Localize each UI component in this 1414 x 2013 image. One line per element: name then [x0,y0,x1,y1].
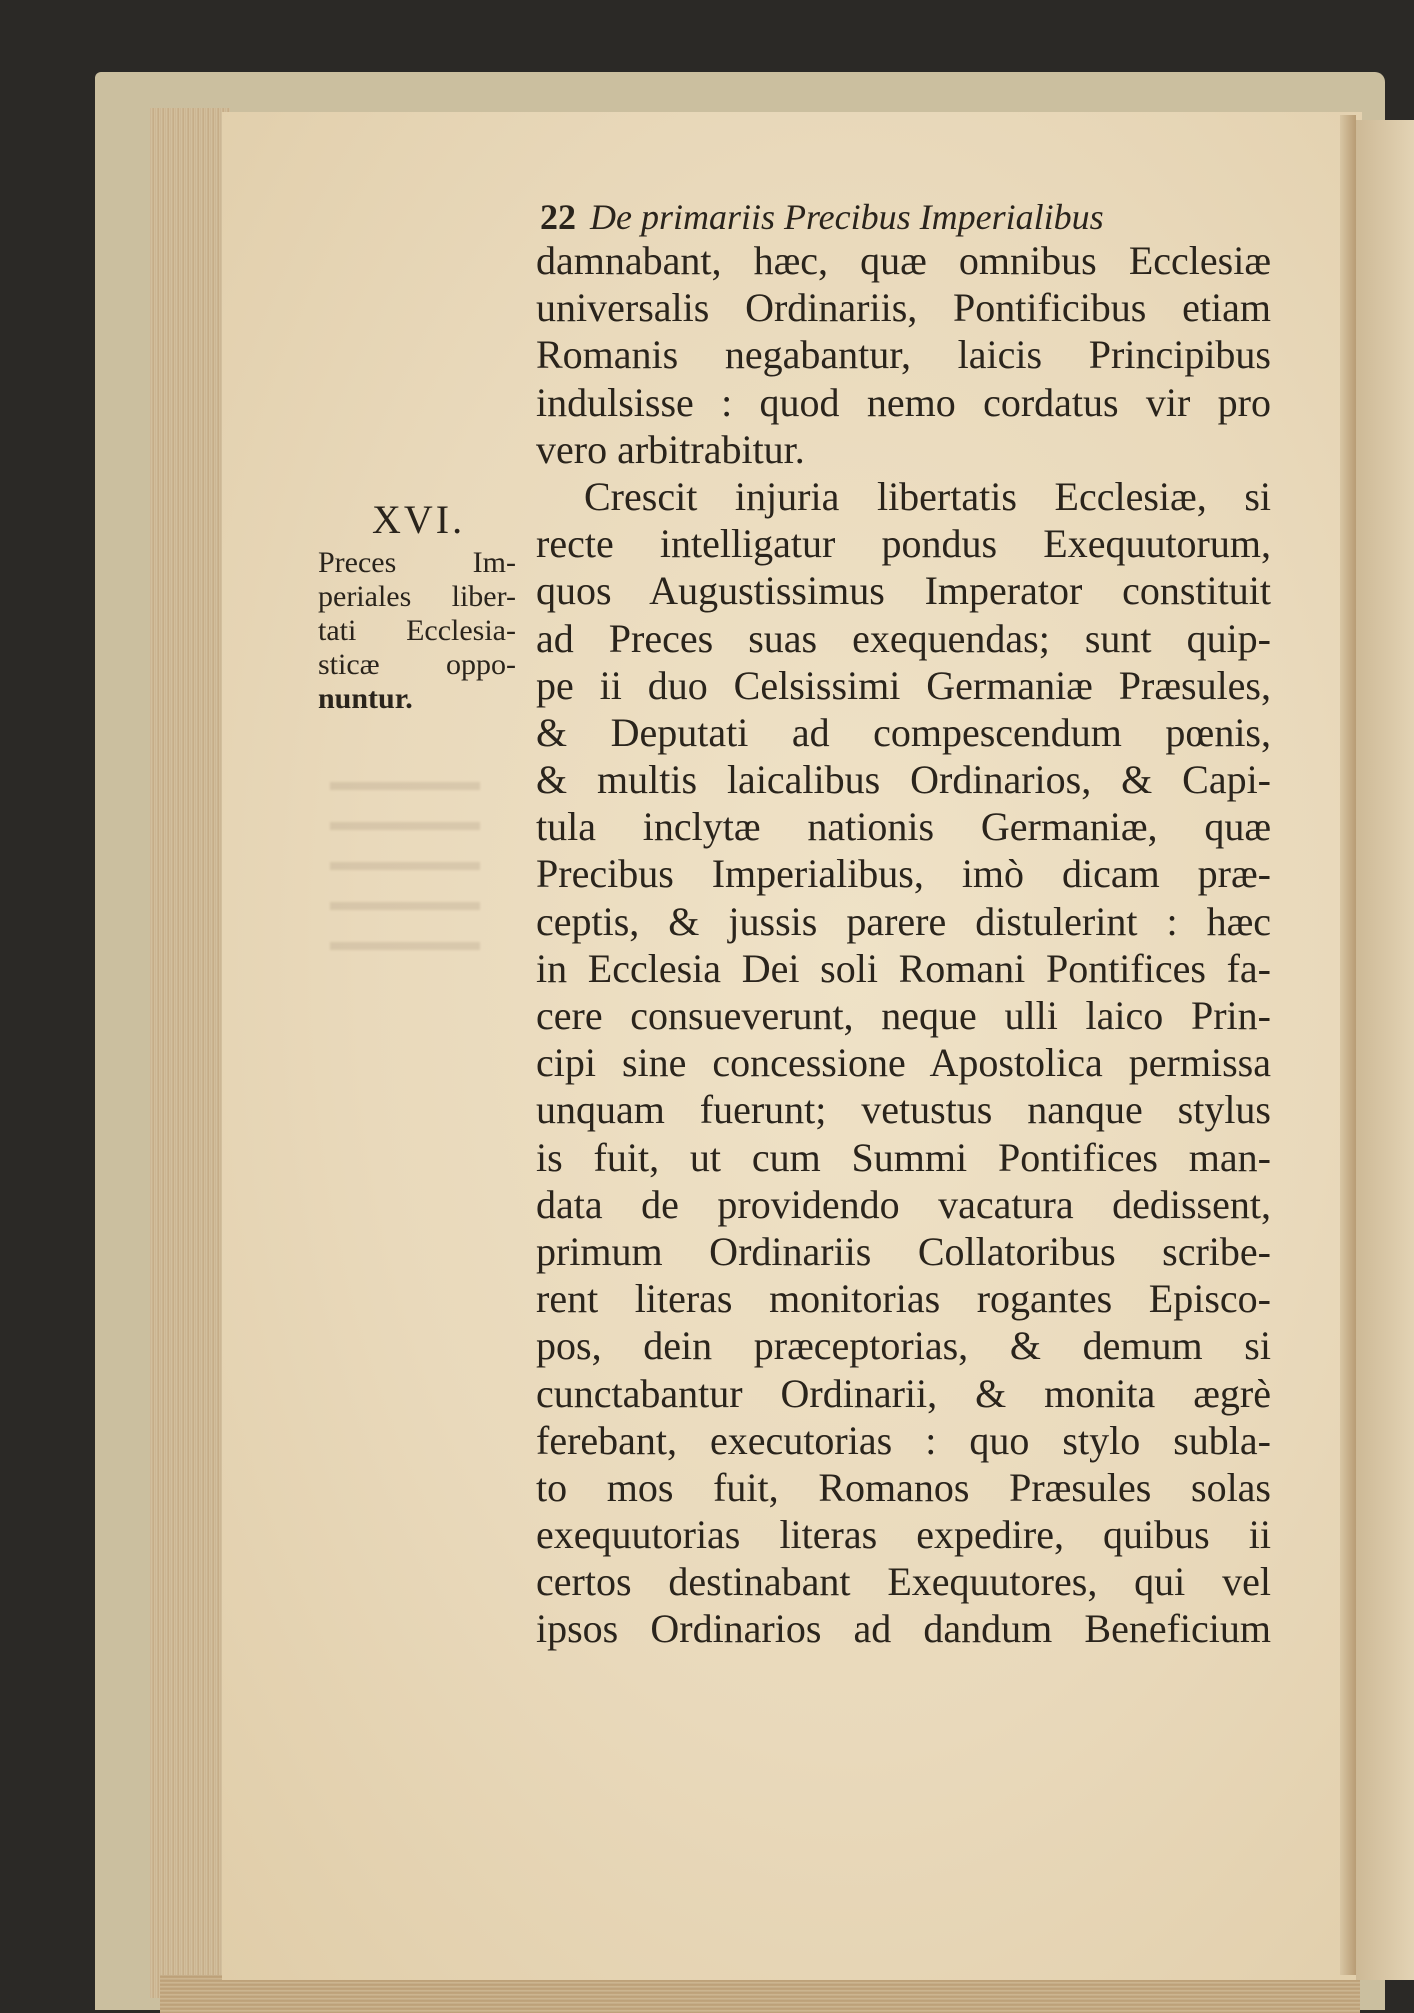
text-line: pos, dein præceptorias, & demum si [536,1323,1271,1369]
running-header [540,196,1260,238]
text-line: quos Augustissimus Imperator constituit [536,568,1271,614]
facing-page-edge [1356,120,1414,1980]
text-line: ipsos Ordinarios ad dandum Beneficium [536,1606,1271,1652]
running-title: De primariis Precibus Imperialibus [590,197,1104,237]
text-line: to mos fuit, Romanos Præsules solas [536,1464,1271,1510]
margin-note-line: nuntur. [318,682,413,715]
text-line: in Ecclesia Dei soli Romani Pontifices fa- [536,945,1271,991]
margin-note-line: periales liber- [318,580,516,613]
text-line: primum Ordinariis Collatoribus scribe- [536,1228,1271,1274]
text-line: ceptis, & jussis parere distulerint : hæc [536,898,1271,944]
text-line: vero arbitrabitur. [536,426,805,472]
text-line: ferebant, executorias : quo stylo subla- [536,1417,1271,1463]
text-line: cunctabantur Ordinarii, & monita ægrè [536,1370,1271,1416]
marginal-note [318,546,516,716]
text-line: pe ii duo Celsissimi Germaniæ Præsules, [536,662,1271,708]
show-through-marks [330,760,480,970]
text-line: recte intelligatur pondus Exequutorum, [536,521,1271,567]
text-line: indulsisse : quod nemo cordatus vir pro [536,379,1271,425]
text-line: & Deputati ad compescendum pœnis, [536,709,1271,755]
text-line: is fuit, ut cum Summi Pontifices man- [536,1134,1271,1180]
text-line: & multis laicalibus Ordinarios, & Capi- [536,757,1271,803]
text-line: exequutorias literas expedire, quibus ii [536,1512,1271,1558]
book-gutter [1340,115,1356,1975]
text-line: rent literas monitorias rogantes Episco- [536,1276,1271,1322]
text-line: certos destinabant Exequutores, qui vel [536,1559,1271,1605]
text-line: Romanis negabantur, laicis Principibus [536,332,1271,378]
section-number: XVI. [372,497,466,542]
body-text [536,237,1271,1653]
text-line: cere consueverunt, neque ulli laico Prin- [536,993,1271,1038]
text-line: data de providendo vacatura dedissent, [536,1181,1271,1227]
margin-note-line: sticæ oppo- [318,648,516,681]
text-line: cipi sine concessione Apostolica permissa [536,1040,1271,1086]
text-line: damnabant, hæc, quæ omnibus Ecclesiæ [536,238,1271,283]
text-line: ad Preces suas exequendas; sunt quip- [536,615,1271,661]
text-line: tula inclytæ nationis Germaniæ, quæ [536,804,1271,850]
page-edges-bottom [160,1975,1360,2013]
text-line: Crescit injuria libertatis Ecclesiæ, si [584,473,1271,519]
text-line: Precibus Imperialibus, imò dicam præ- [536,851,1271,897]
text-line: unquam fuerunt; vetustus nanque stylus [536,1087,1271,1133]
text-line: universalis Ordinariis, Pontificibus etiam [536,285,1271,331]
margin-note-line: tati Ecclesia- [318,614,516,647]
page-edges-left [150,108,230,1998]
margin-note-line: Preces Im- [318,546,516,579]
page-number: 22 [540,197,576,237]
